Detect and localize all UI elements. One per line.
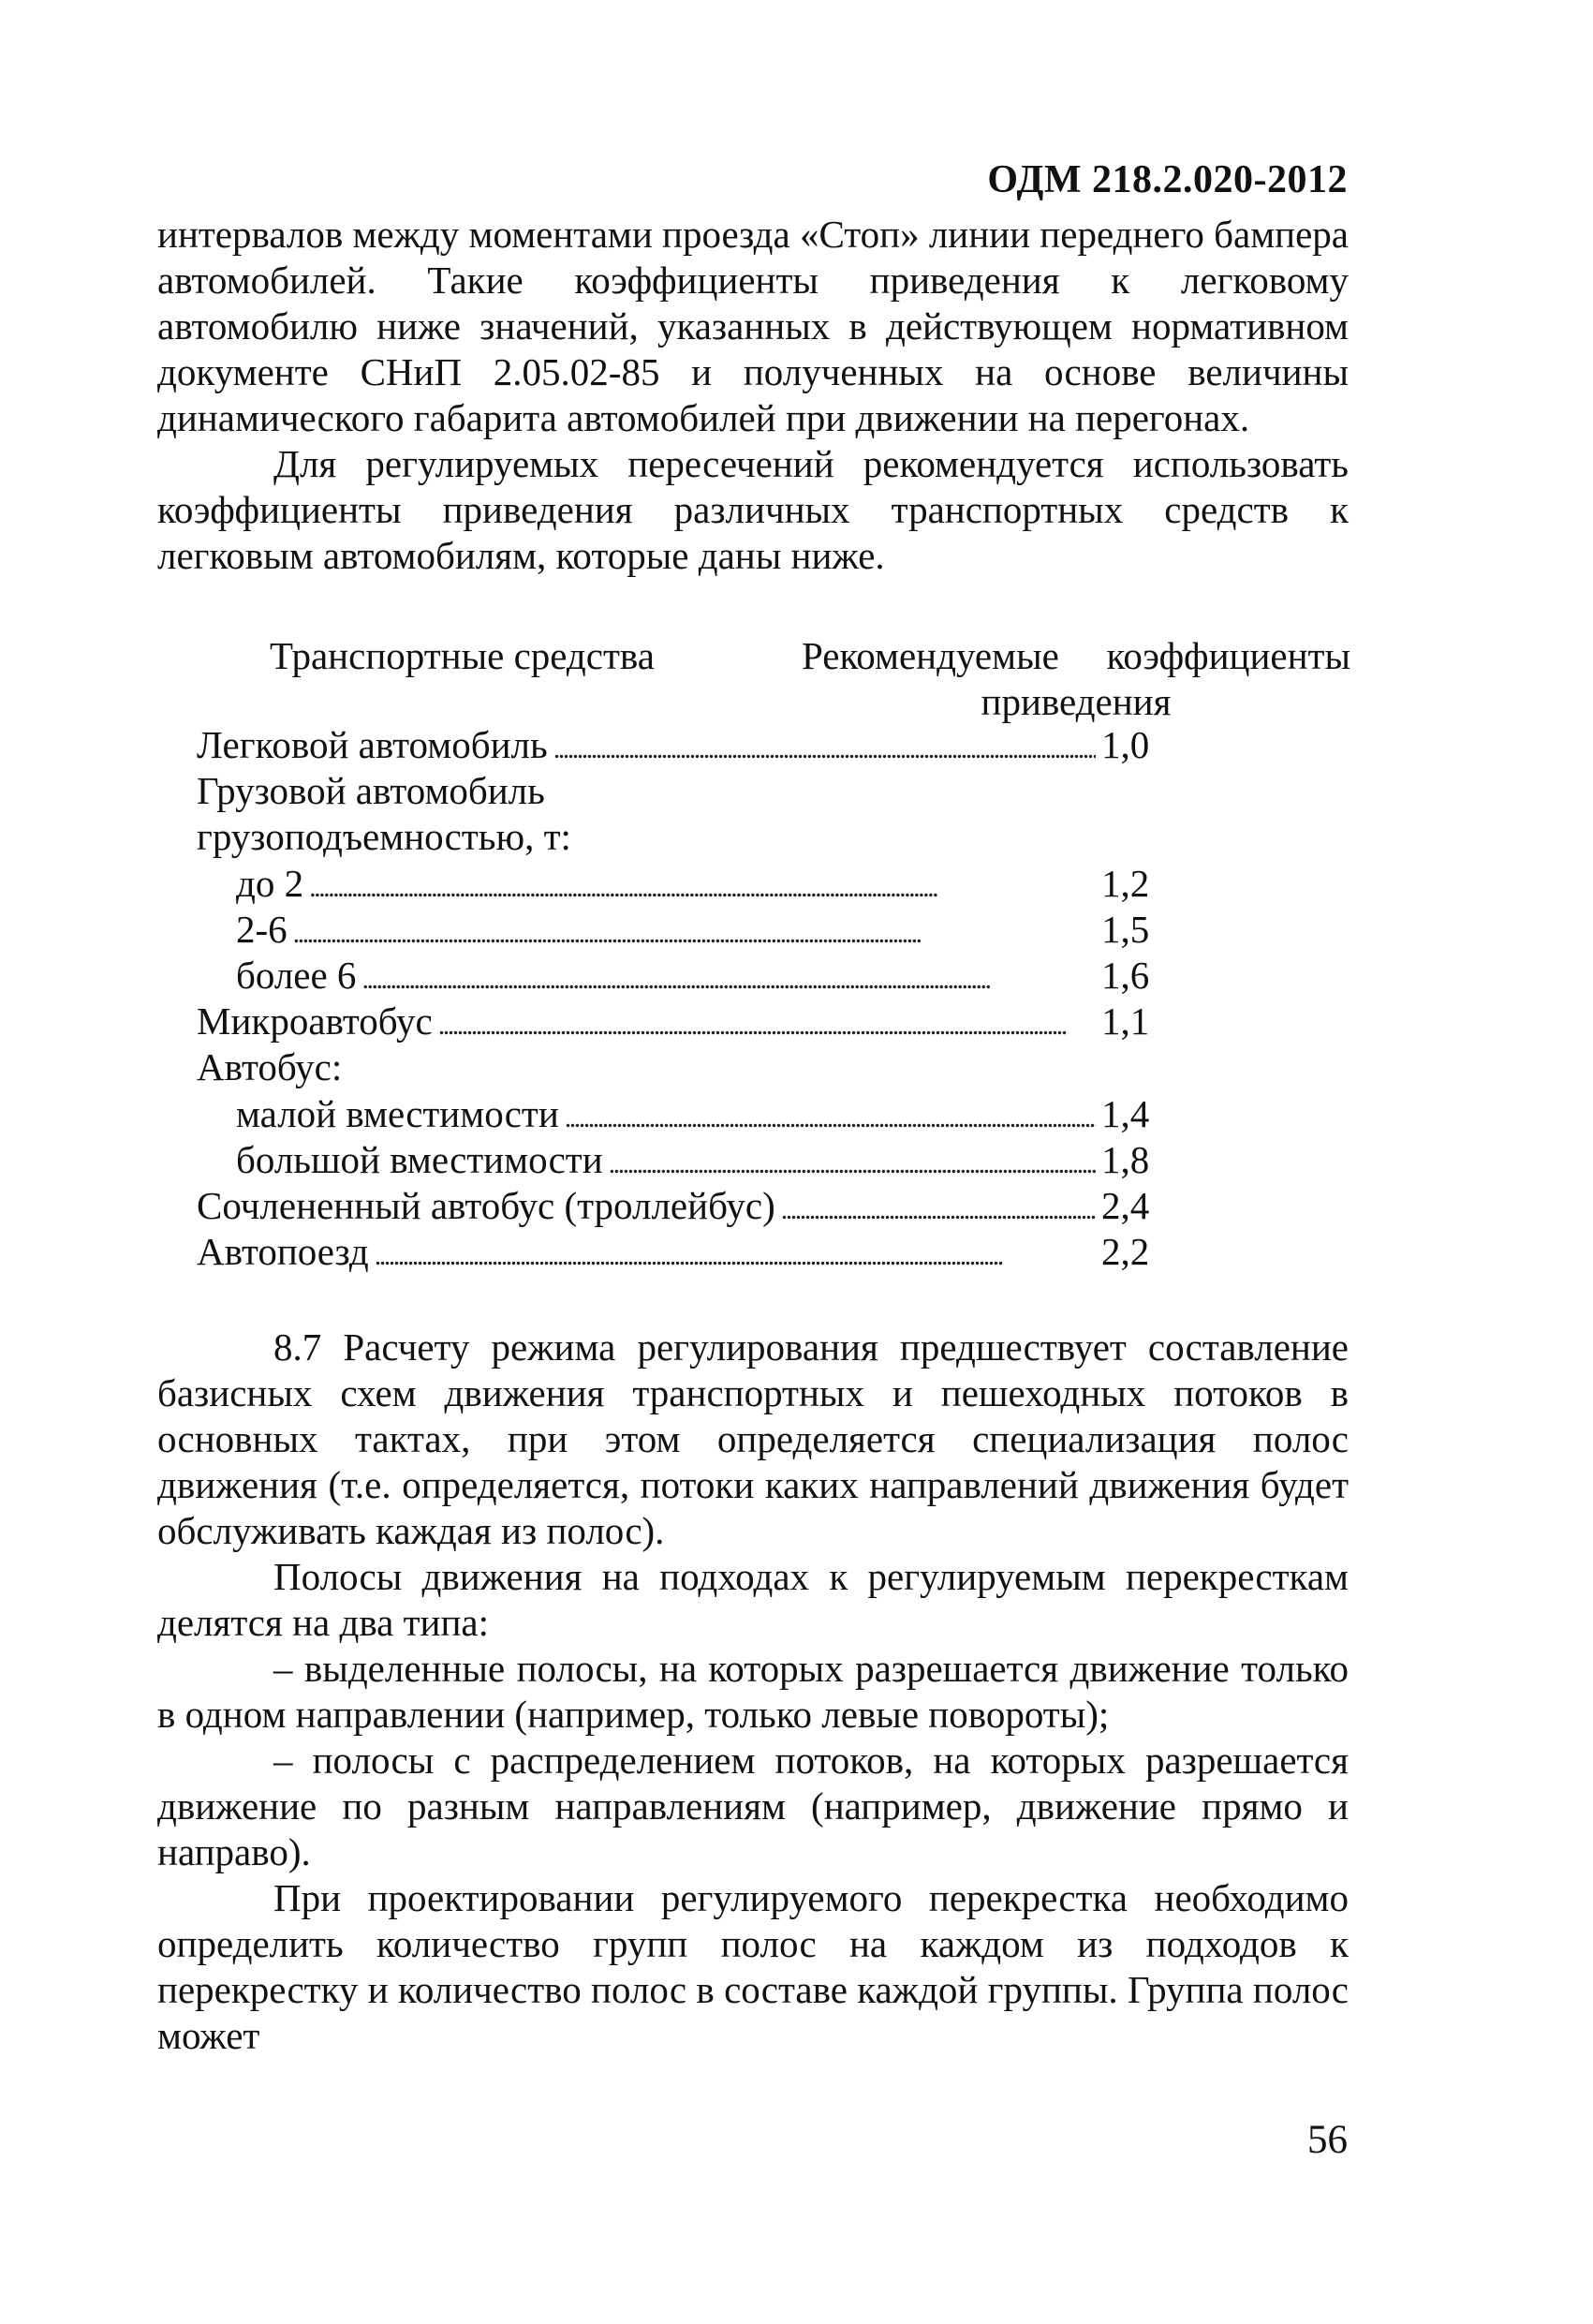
row-label: Автобус: — [197, 1045, 343, 1089]
table-row — [197, 1229, 1171, 1275]
row-value: 1,4 — [1101, 1091, 1150, 1135]
table-row — [197, 1091, 1171, 1137]
table-row — [197, 1137, 1171, 1183]
table-row — [197, 907, 1171, 953]
row-label: Автопоезд — [197, 1230, 369, 1274]
table-row — [197, 953, 1171, 999]
row-value: 2,2 — [1101, 1230, 1150, 1274]
coefficients-table-header — [157, 633, 1356, 736]
row-value: 1,6 — [1101, 953, 1150, 997]
recommend-paragraph: Для регулируемых пересечений рекомендуется использовать коэффициенты приведения различных транспортных средств к легковым автомобилям, которые даны ниже. — [157, 442, 1349, 577]
coefficients-table — [197, 722, 1171, 1275]
dot-leader — [553, 722, 1096, 768]
row-label: до 2 — [236, 861, 304, 905]
row-label: Грузовой автомобиль — [197, 769, 545, 813]
row-label: большой вместимости — [236, 1137, 603, 1181]
row-value: 1,2 — [1101, 861, 1150, 905]
dot-leader — [609, 1137, 1096, 1183]
row-value: 1,8 — [1101, 1137, 1150, 1181]
body-section — [157, 1325, 1349, 2059]
table-row — [197, 768, 1171, 814]
row-label: Легковой автомобиль — [197, 723, 548, 766]
dot-leader — [361, 953, 1096, 999]
table-row — [197, 999, 1171, 1044]
column-coefficient-line1: Рекомендуемые коэффициенты — [802, 634, 1350, 677]
document-id-header: ОДМ 218.2.020-2012 — [987, 158, 1348, 201]
row-value: 1,5 — [1101, 907, 1150, 951]
column-vehicle-header: Транспортные средства — [270, 634, 655, 677]
intro-paragraph: интервалов между моментами проезда «Стоп» линии переднего бампера автомобилей. Такие коэффициенты приведения к легковому автомобилю ниже значений, указанных в действующем нормативном документе СНиП 2.05.02-85 и полученных на основе величины динамического габарита автомобилей при движении на перегонах. — [157, 213, 1349, 439]
dot-leader — [438, 999, 1096, 1044]
table-row — [197, 861, 1171, 907]
column-coefficient-line2: приведения — [981, 680, 1172, 723]
row-label: грузоподъемностью, т: — [197, 815, 571, 859]
dot-leader — [309, 861, 1096, 907]
paragraph-design: При проектировании регулируемого перекрестка необходимо определить количество групп полос на каждом из подходов к перекрестку и количество полос в составе каждой группы. Группа полос может — [157, 1876, 1349, 2057]
table-row — [197, 814, 1171, 860]
column-coefficient-header — [802, 633, 1350, 725]
table-row — [197, 1183, 1171, 1229]
dot-leader — [293, 907, 1096, 953]
paragraph-8-7: 8.7 Расчету режима регулирования предшествует составление базисных схем движения транспортных и пешеходных потоков в основных тактах, при этом определяется специализация полос движения (т.е. определяется, потоки каких направлений движения будет обслуживать каждая из полос). — [157, 1325, 1349, 1552]
row-value: 1,1 — [1101, 999, 1150, 1044]
bullet-shared-lanes: – полосы с распределением потоков, на которых разрешается движение по разным направлениям (например, движение прямо и направо). — [157, 1739, 1349, 1873]
table-row — [197, 722, 1171, 768]
bullet-dedicated-lanes: – выделенные полосы, на которых разрешается движение только в одном направлении (например, только левые повороты); — [157, 1647, 1349, 1736]
dot-leader — [781, 1183, 1096, 1229]
intro-section — [157, 212, 1349, 579]
row-label: 2-6 — [236, 907, 288, 951]
paragraph-lane-types: Полосы движения на подходах к регулируемым перекресткам делятся на два типа: — [157, 1555, 1349, 1644]
row-label: Сочлененный автобус (троллейбус) — [197, 1183, 775, 1227]
dot-leader — [565, 1091, 1096, 1137]
dot-leader — [375, 1229, 1096, 1275]
row-value: 2,4 — [1101, 1183, 1150, 1227]
table-row — [197, 1044, 1171, 1090]
page-number: 56 — [1307, 2118, 1348, 2162]
row-label: малой вместимости — [236, 1091, 559, 1135]
row-label: Микроавтобус — [197, 999, 433, 1044]
row-value: 1,0 — [1101, 723, 1150, 766]
row-label: более 6 — [236, 953, 357, 997]
